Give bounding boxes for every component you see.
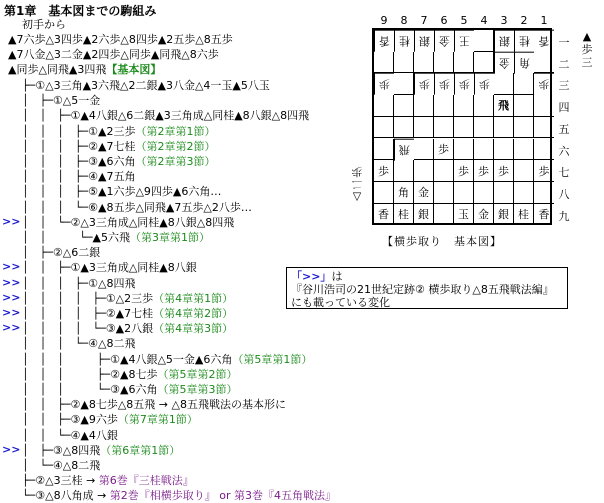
board-square (374, 139, 394, 161)
tree-row (22, 200, 252, 215)
board-piece: 歩 (454, 160, 474, 182)
board-piece: 金 (474, 204, 494, 226)
board-piece: 銀 (414, 204, 434, 226)
tree-connector: │ │ │ └─ (22, 200, 89, 214)
board-square (454, 117, 474, 139)
board-square (474, 182, 494, 204)
tree-row (22, 108, 309, 123)
tree-row (22, 428, 118, 443)
tree-chapter-ref: （第6章第1節） (100, 443, 181, 457)
board-square (474, 52, 494, 74)
tree-row (22, 154, 215, 169)
tree-move: ②▲7七桂 (88, 139, 136, 153)
tree-connector: │ │ └─ (22, 215, 71, 229)
board-square (434, 182, 454, 204)
board-square (534, 182, 554, 204)
tree-move: ①△2三歩 (105, 291, 154, 305)
board-piece: 金 (494, 52, 514, 74)
tree-move: ④▲4八銀 (70, 428, 118, 442)
tree-chapter-ref: 第6巻『三桂戦法』 (98, 474, 194, 488)
board-square (494, 182, 514, 204)
tree-row (22, 139, 215, 154)
tree-connector: │ │ └─ (22, 231, 93, 244)
tree-row (22, 93, 100, 108)
board-square (514, 95, 534, 117)
board-piece: 金 (414, 182, 434, 204)
tree-connector: │ ├─ (22, 443, 53, 457)
board-square (374, 95, 394, 117)
tree-move: ①△3三角▲3六飛△2二銀▲3八金△4一玉▲5八玉 (35, 79, 270, 92)
tree-chapter-ref: （第7章第1節） (117, 413, 198, 427)
board-square (514, 117, 534, 139)
tree-move: ①▲4八銀△6二銀▲3三角成△同桂▲8八銀△8四飛 (70, 109, 310, 123)
board-piece: 歩 (474, 160, 494, 182)
board-piece: 歩 (534, 160, 554, 182)
file-number: 5 (460, 14, 468, 27)
board-square (514, 139, 534, 161)
tree-connector: │ │ │ ├─ (22, 124, 89, 138)
tree-connector: │ │ │ ├─ (22, 170, 89, 184)
tree-connector: │ │ │ └─ (22, 337, 89, 351)
rank-number: 四 (558, 101, 570, 115)
tree-chapter-ref: （第3章第1節） (129, 231, 210, 244)
chapter-title: 第1章 基本図までの駒組み (4, 4, 157, 18)
board-square (414, 139, 434, 161)
board-square (394, 73, 414, 95)
tree-chapter-ref: （第2章第3節） (135, 155, 216, 168)
tree-row (22, 412, 198, 427)
board-square (454, 95, 474, 117)
board-piece: 玉 (454, 204, 474, 226)
tree-row (22, 230, 210, 245)
tree-connector: │ │ │ ├─ (22, 139, 89, 153)
rank-number: 五 (558, 122, 570, 136)
tree-connector: ├─ (22, 79, 36, 92)
book-marker: >> (2, 260, 21, 274)
tree-move: ②▲8七歩△8五飛 → △8五飛戦法の基本形に (70, 398, 286, 412)
note-marker: 「>>」 (291, 270, 332, 283)
board-piece: 王 (454, 30, 474, 52)
board-square (414, 95, 434, 117)
file-number: 8 (400, 14, 408, 27)
board-caption: 【横歩取り 基本図】 (382, 235, 502, 248)
board-piece: 銀 (494, 204, 514, 226)
tree-connector: │ │ ├─ (22, 413, 71, 427)
board-square (494, 73, 514, 95)
board-square (434, 95, 454, 117)
board-square (454, 139, 474, 161)
note-line-3: にも載っている変化 (291, 296, 390, 309)
tree-move: ③▲6六角 (110, 383, 158, 396)
board-square (434, 52, 454, 74)
tree-chapter-ref: 第2巻『相横歩取り』 or 第3巻『4五角戦法』 (109, 489, 337, 503)
intro-text: 初手から (22, 18, 66, 31)
board-piece: 歩 (474, 73, 494, 95)
tree-move: ①▲3三角成△同桂▲8八銀 (70, 261, 197, 275)
tree-move: ③△8八角成 → (35, 489, 110, 503)
board-square (534, 117, 554, 139)
tree-move: ④▲7五角 (88, 170, 136, 184)
note-line-2: 『谷川浩司の21世紀定跡② 横歩取り△8五飛戦法編』 (291, 283, 554, 296)
tree-connector: │ │ │ ├─ (22, 155, 89, 168)
board-piece: 歩 (534, 73, 554, 95)
tree-move: ②△3三角成△同桂▲8八銀△8四飛 (70, 215, 235, 229)
tree-connector: │ │ │ │ ├─ (22, 307, 106, 320)
tree-row (22, 276, 135, 291)
tree-connector: │ │ │ └─ (22, 383, 111, 396)
book-marker: >> (2, 442, 21, 456)
tree-row (22, 321, 233, 336)
rank-number: 一 (558, 36, 570, 49)
board-square (454, 182, 474, 204)
tree-connector: │ │ │ │ ├─ (22, 291, 106, 305)
opening-line-3-moves: ▲同歩△同飛▲3四飛 (8, 63, 107, 76)
board-square (534, 52, 554, 74)
board-square (374, 182, 394, 204)
tree-connector: │ │ │ ├─ (22, 185, 89, 199)
tree-move: ②▲7七桂 (105, 307, 154, 320)
tree-row (22, 78, 270, 93)
tree-row (22, 245, 100, 260)
board-piece: 香 (534, 30, 554, 52)
board-square (454, 52, 474, 74)
sente-hand: ▲ 歩 三 (581, 30, 593, 69)
board-piece: 桂 (514, 30, 534, 52)
book-marker: >> (2, 306, 21, 319)
note-box (286, 267, 568, 309)
note-line-1 (291, 270, 563, 283)
tree-move: ③▲2八銀 (105, 322, 154, 336)
board-piece: 桂 (394, 30, 414, 52)
board-piece: 歩 (414, 73, 434, 95)
tree-move: ①▲4八銀△5一金▲6六角 (110, 352, 233, 366)
board-square (474, 95, 494, 117)
board-square (494, 139, 514, 161)
tree-row (22, 169, 135, 184)
board-piece: 香 (374, 30, 394, 52)
board-piece: 角 (394, 182, 414, 204)
board-square (514, 182, 534, 204)
tree-row (22, 215, 234, 230)
board-piece: 銀 (414, 30, 434, 52)
board-piece: 歩 (374, 73, 394, 95)
tree-connector: └─ (22, 489, 36, 503)
tree-chapter-ref: （第5章第2節） (157, 367, 238, 381)
tree-move: ②△6二銀 (52, 246, 101, 260)
board-piece: 桂 (514, 204, 534, 226)
board-square (534, 95, 554, 117)
tree-move: ②▲8七歩 (110, 367, 158, 381)
tree-chapter-ref: （第4章第2節） (153, 307, 234, 320)
file-number: 2 (520, 14, 528, 27)
board-square (494, 117, 514, 139)
board-piece: 歩 (374, 160, 394, 182)
rank-number: 三 (558, 79, 570, 93)
tree-row (22, 488, 336, 503)
tree-row (22, 352, 312, 367)
rank-number: 九 (558, 209, 570, 223)
book-marker: >> (2, 321, 21, 335)
tree-row (22, 184, 221, 199)
board-square (414, 52, 434, 74)
board-square (394, 52, 414, 74)
rank-number: 八 (558, 187, 570, 201)
opening-line-3 (8, 62, 161, 77)
tree-row (22, 367, 237, 382)
board-piece: 香 (538, 208, 550, 222)
file-number: 3 (500, 14, 508, 27)
board-square (474, 117, 494, 139)
board-square (374, 117, 394, 139)
board-piece: 桂 (394, 204, 414, 226)
file-number: 9 (380, 14, 388, 27)
tree-move: ④△8二飛 (88, 337, 136, 351)
board-square (434, 204, 454, 226)
tree-row (22, 382, 237, 397)
tree-row (22, 473, 194, 488)
tree-chapter-ref: （第5章第3節） (157, 383, 238, 396)
tree-connector: │ │ ├─ (22, 398, 71, 412)
tree-move: ①▲2三歩 (88, 124, 136, 138)
tree-row (22, 397, 286, 412)
tree-connector: │ ├─ (22, 94, 53, 108)
board-square (414, 117, 434, 139)
tree-move: ③▲6六角 (88, 155, 136, 168)
tree-row (22, 458, 100, 473)
tree-chapter-ref: （第4章第1節） (153, 291, 234, 305)
board-piece: 歩 (454, 73, 474, 95)
tree-chapter-ref: （第2章第2節） (135, 139, 216, 153)
tree-chapter-ref: （第5章第1節） (232, 352, 313, 366)
tree-move: ②△3三桂 → (35, 474, 99, 488)
board-square (394, 117, 414, 139)
rank-number: 二 (558, 57, 570, 71)
board-piece: 歩 (434, 139, 454, 161)
board-square (474, 139, 494, 161)
book-marker: >> (2, 275, 21, 289)
board-square (474, 30, 494, 52)
book-marker: >> (2, 290, 21, 304)
tree-move: ①△8四飛 (88, 276, 136, 290)
board-piece: 歩 (494, 160, 514, 182)
gote-hand: △ 二 歩 (351, 165, 363, 204)
tree-move: ③△8四飛 (52, 443, 101, 457)
board-piece: 銀 (494, 30, 514, 52)
tree-chapter-ref: （第2章第1節） (135, 124, 216, 138)
board-square (434, 160, 454, 182)
file-number: 7 (420, 14, 428, 27)
shogi-board (372, 28, 552, 225)
board-piece: 飛 (494, 95, 514, 117)
board-square (394, 160, 414, 182)
tree-connector: │ │ │ ├─ (22, 367, 111, 381)
file-number: 4 (480, 14, 488, 27)
tree-connector: │ │ ├─ (22, 109, 71, 123)
tree-move: ▲5六飛 (92, 231, 130, 244)
note-line-1-rest: は (331, 270, 343, 283)
file-number: 1 (540, 14, 548, 27)
board-square (514, 73, 534, 95)
board-piece: 飛 (394, 139, 414, 161)
board-square (414, 160, 434, 182)
tree-row (22, 260, 197, 275)
tree-row (22, 443, 180, 458)
tree-connector: │ │ │ ├─ (22, 352, 111, 366)
tree-chapter-ref: （第4章第3節） (153, 322, 234, 336)
tree-connector: │ │ └─ (22, 428, 71, 442)
tree-row (22, 124, 215, 139)
kihonzu-label: 【基本図】 (106, 63, 162, 76)
tree-connector: │ │ │ │ └─ (22, 322, 106, 336)
board-piece: 歩 (434, 73, 454, 95)
tree-move: ④△8二飛 (52, 459, 101, 472)
board-square (374, 52, 394, 74)
book-marker: >> (2, 214, 21, 228)
rank-number: 七 (558, 166, 570, 180)
opening-line-2: ▲7八金△3二金▲2四歩△同歩▲同飛△8六歩 (8, 48, 219, 61)
opening-line-1: ▲7六歩△3四歩▲2六歩△8四歩▲2五歩△8五歩 (8, 33, 233, 46)
board-piece: 香 (374, 204, 394, 226)
tree-connector: │ └─ (22, 459, 53, 472)
tree-move: ⑤▲1六歩△9四歩▲6六角… (88, 185, 222, 199)
tree-move: ⑥▲8五歩△同飛▲7五歩△2八歩… (88, 200, 252, 214)
rank-number: 六 (558, 144, 570, 158)
file-number: 6 (440, 14, 448, 27)
tree-connector: │ ├─ (22, 246, 53, 260)
board-piece: 角 (514, 52, 534, 74)
tree-row (22, 336, 135, 351)
tree-move: ③▲9六歩 (70, 413, 118, 427)
tree-row (22, 291, 233, 306)
board-square (434, 117, 454, 139)
tree-connector: │ │ ├─ (22, 261, 71, 275)
tree-row (22, 306, 233, 321)
tree-connector: ├─ (22, 474, 36, 488)
board-square (514, 160, 534, 182)
tree-connector: │ │ │ ├─ (22, 276, 89, 290)
board-square (394, 95, 414, 117)
board-square (534, 139, 554, 161)
tree-move: ①△5一金 (52, 94, 101, 108)
board-piece: 金 (434, 30, 454, 52)
